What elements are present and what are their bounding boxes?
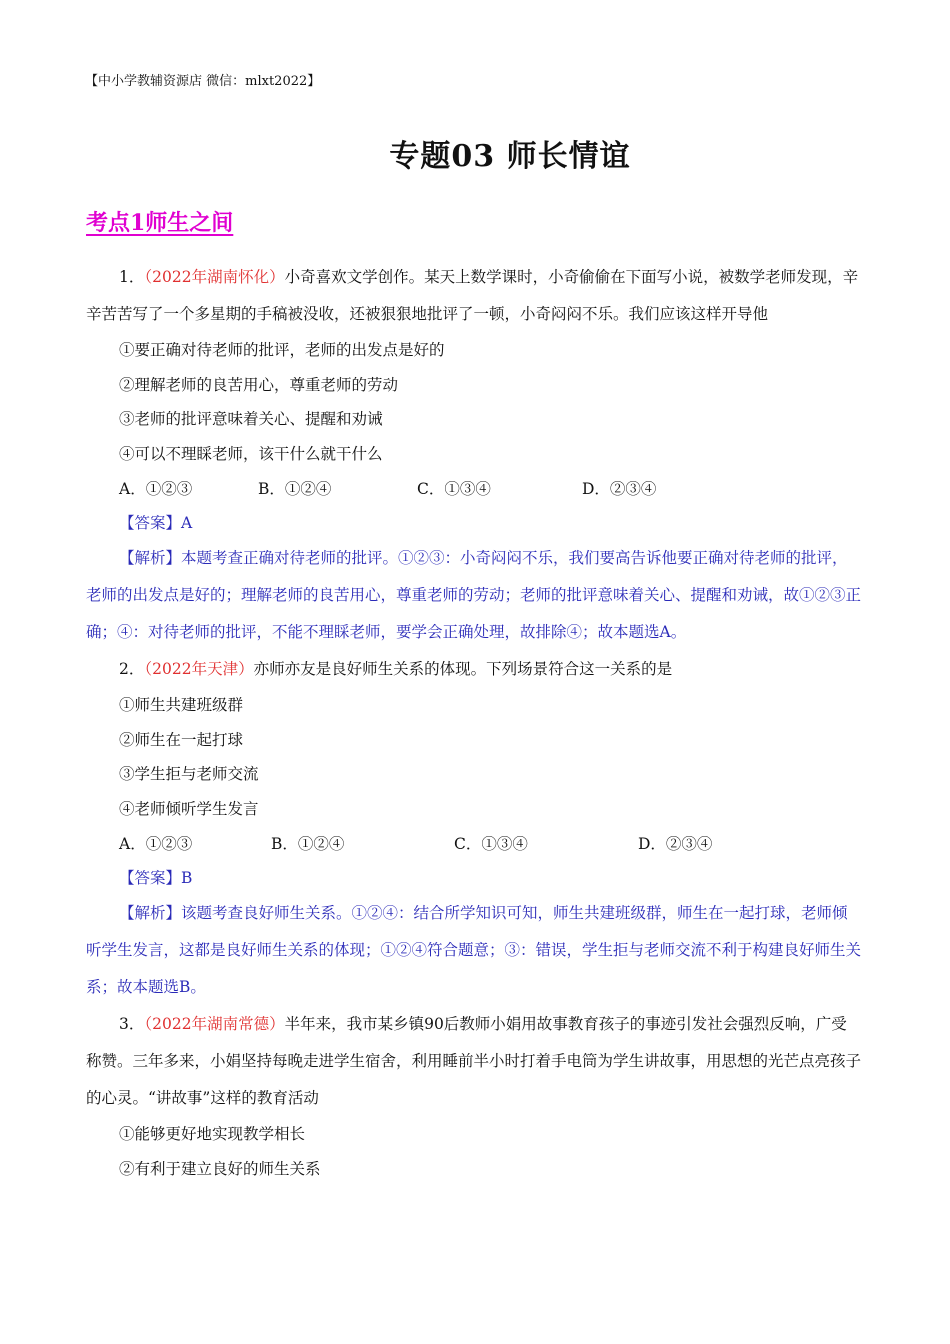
question-source: （2022年湖南怀化） bbox=[144, 268, 285, 286]
question-3-option-1: ①能够更好地实现教学相长 bbox=[119, 1125, 306, 1143]
question-source: （2022年天津） bbox=[144, 660, 254, 678]
choice-d: D．②③④ bbox=[638, 835, 713, 853]
choice-b: B．①②④ bbox=[258, 480, 332, 498]
header-note: 【中小学教辅资源店 微信：mlxt2022】 bbox=[85, 74, 321, 89]
question-1-answer: 【答案】A bbox=[119, 513, 193, 532]
section-heading: 考点1师生之间 bbox=[86, 210, 234, 236]
choice-a: A．①②③ bbox=[119, 480, 193, 498]
question-2-option-3: ③学生拒与老师交流 bbox=[119, 765, 259, 783]
question-2-answer: 【答案】B bbox=[119, 868, 193, 887]
page-title: 专题03 师长情谊 bbox=[389, 139, 631, 174]
question-1-stem bbox=[86, 259, 861, 333]
choice-a: A．①②③ bbox=[119, 835, 193, 853]
question-2-choices bbox=[86, 826, 861, 861]
choice-c: C．①③④ bbox=[417, 480, 491, 498]
question-2-option-4: ④老师倾听学生发言 bbox=[119, 799, 259, 818]
question-1-explanation: 【解析】本题考查正确对待老师的批评。①②③：小奇闷闷不乐，我们要高告诉他要正确对待老师的批评，老师的出发点是好的；理解老师的良苦用心，尊重老师的劳动；老师的批评意味着关心、提醒和劝诫，故①②③正确；④：对待老师的批评，不能不理睬老师，要学会正确处理，故排除④；故本题选A。 bbox=[86, 549, 862, 641]
question-1-option-3: ③老师的批评意味着关心、提醒和劝诫 bbox=[119, 410, 383, 428]
question-1-choices bbox=[86, 471, 861, 506]
question-text: 小奇喜欢文学创作。某天上数学课时，小奇偷偷在下面写小说，被数学老师发现，辛辛苦苦写了一个多星期的手稿被没收，还被狠狠地批评了一顿，小奇闷闷不乐。我们应该这样开导他 bbox=[86, 268, 859, 323]
choice-b: B．①②④ bbox=[271, 835, 345, 853]
question-3-option-2: ②有利于建立良好的师生关系 bbox=[119, 1159, 321, 1178]
document-body bbox=[86, 259, 861, 1186]
question-2-option-2: ②师生在一起打球 bbox=[119, 730, 244, 749]
question-2-stem bbox=[86, 651, 861, 688]
question-number: 3． bbox=[119, 1015, 145, 1033]
choice-d: D．②③④ bbox=[582, 480, 657, 498]
question-2-option-1: ①师生共建班级群 bbox=[119, 696, 244, 714]
question-2-explanation: 【解析】该题考查良好师生关系。①②④：结合所学知识可知，师生共建班级群，师生在一起打球，老师倾听学生发言，这都是良好师生关系的体现；①②④符合题意；③：错误，学生拒与老师交流不利于构建良好师生关系；故本题选B。 bbox=[86, 904, 862, 996]
question-1-option-1: ①要正确对待老师的批评，老师的出发点是好的 bbox=[119, 341, 445, 359]
question-source: （2022年湖南常德） bbox=[144, 1015, 285, 1033]
question-3-stem bbox=[86, 1006, 861, 1117]
question-1-option-4: ④可以不理睬老师，该干什么就干什么 bbox=[119, 444, 383, 463]
question-number: 2． bbox=[119, 660, 145, 678]
question-1-option-2: ②理解老师的良苦用心，尊重老师的劳动 bbox=[119, 375, 399, 394]
question-text: 亦师亦友是良好师生关系的体现。下列场景符合这一关系的是 bbox=[253, 660, 673, 678]
question-number: 1． bbox=[119, 268, 145, 286]
choice-c: C．①③④ bbox=[454, 835, 528, 853]
question-text: 半年来，我市某乡镇90后教师小娟用故事教育孩子的事迹引发社会强烈反响，广受称赞。三年多来，小娟坚持每晚走进学生宿舍，利用睡前半小时打着手电筒为学生讲故事，用思想的光芒点亮孩子的心灵。“讲故事”这样的教育活动 bbox=[86, 1015, 862, 1107]
